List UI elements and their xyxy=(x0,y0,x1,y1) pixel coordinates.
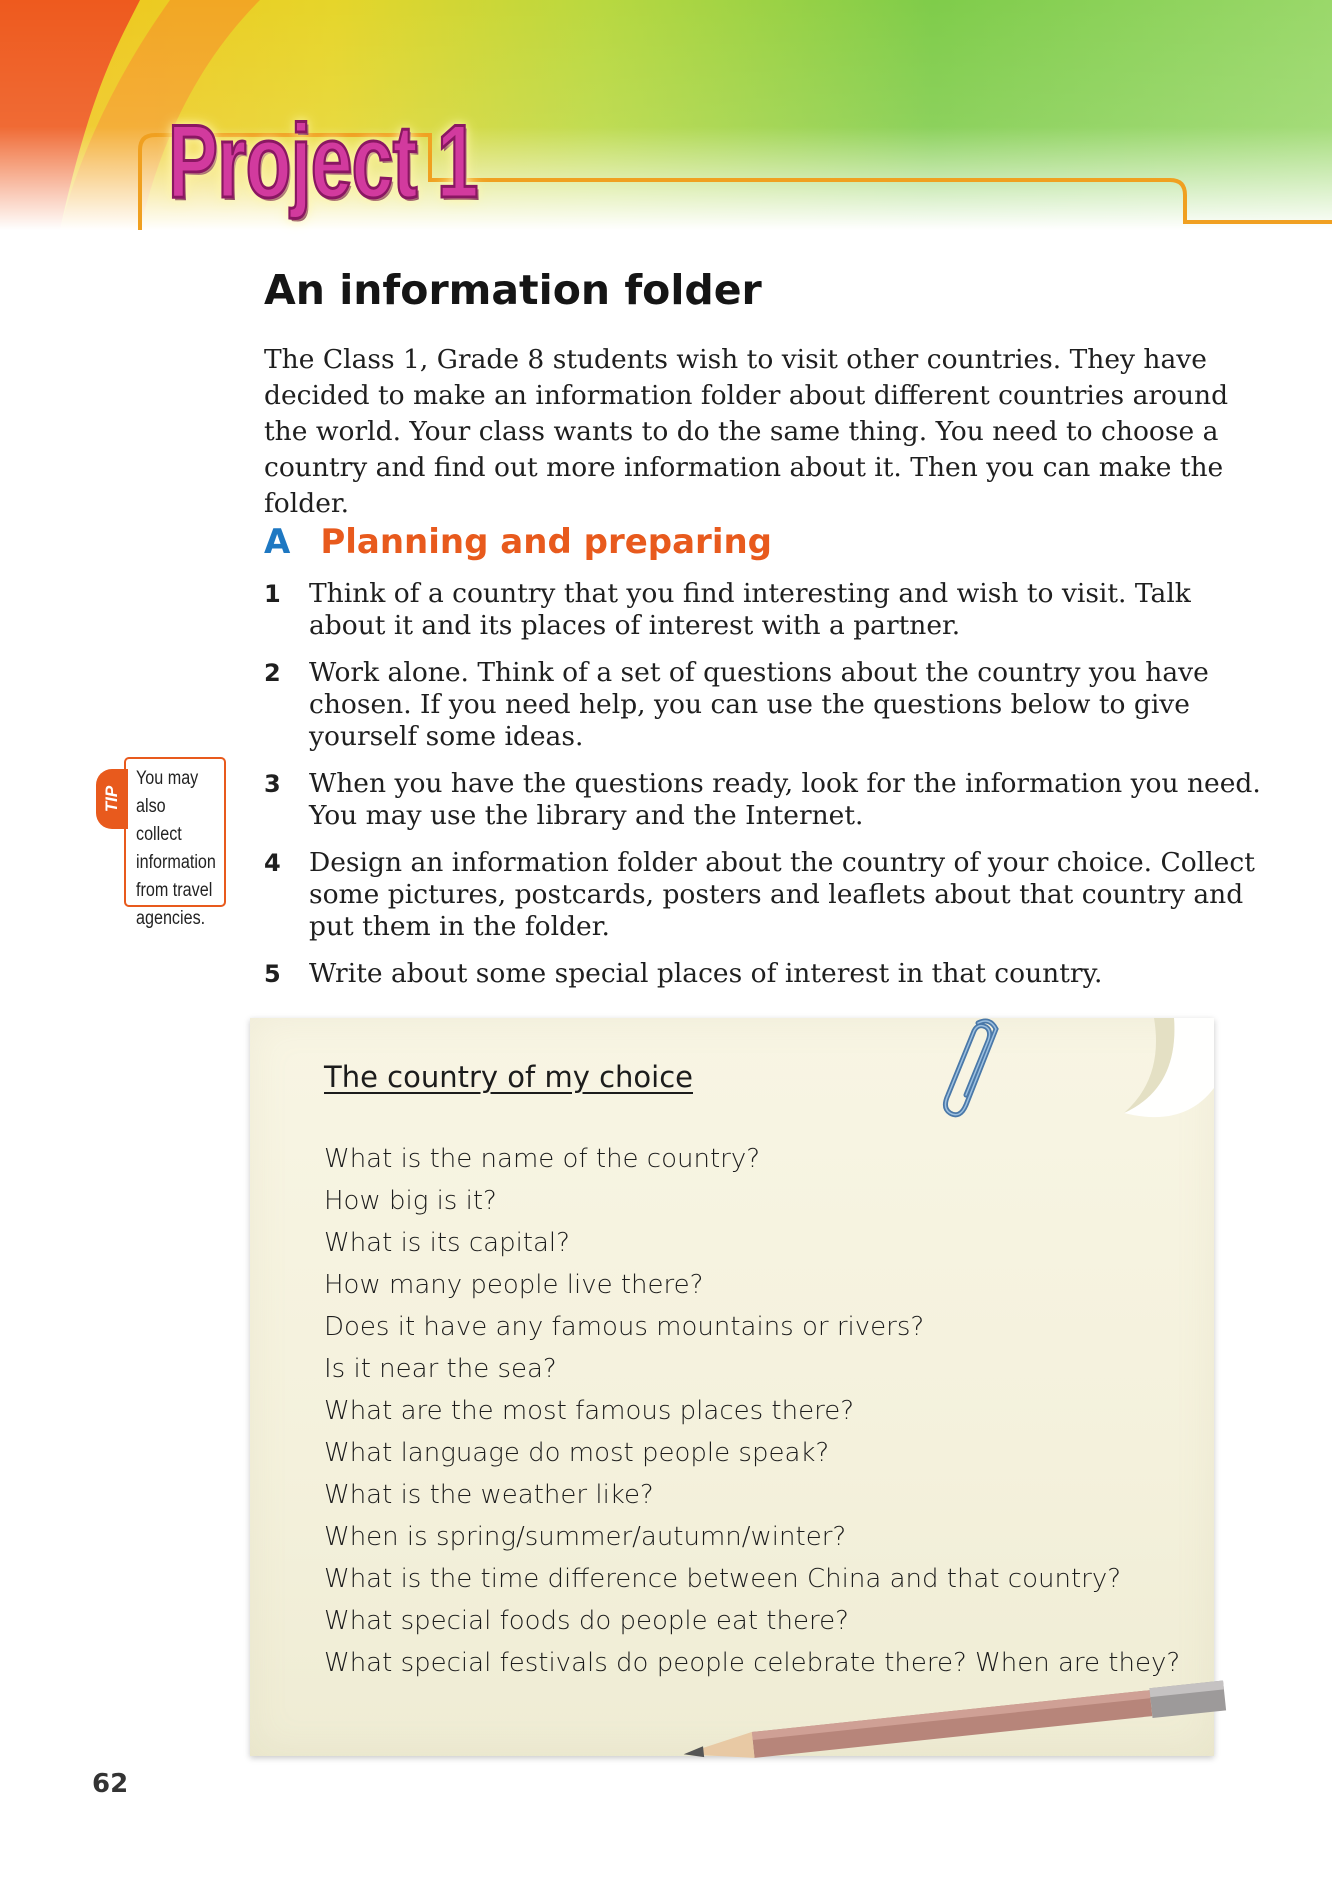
section-letter: A xyxy=(264,522,291,562)
question-item: What language do most people speak? xyxy=(324,1438,830,1468)
question-item: How many people live there? xyxy=(324,1270,704,1300)
step-item xyxy=(264,847,1264,943)
step-text: Work alone. Think of a set of questions about the country you have chosen. If you need help, you can use the questions below to give yourself some ideas. xyxy=(309,657,1209,752)
page-title: An information folder xyxy=(264,266,762,314)
step-text: Design an information folder about the country of your choice. Collect some pictures, postcards, posters and leaflets about that country and put them in the folder. xyxy=(309,847,1255,942)
pencil-icon xyxy=(672,1668,1252,1778)
intro-paragraph: The Class 1, Grade 8 students wish to visit other countries. They have decided to make an information folder about different countries around the world. Your class wants to do the same thing. You need to choose a country and find out more information about it. Then you can make the folder. xyxy=(264,344,1229,519)
question-item: How big is it? xyxy=(324,1186,497,1216)
question-item: What is the name of the country? xyxy=(324,1144,761,1174)
step-number: 5 xyxy=(264,960,281,988)
step-item xyxy=(264,768,1264,832)
step-item xyxy=(264,578,1264,642)
page-curl xyxy=(1084,1018,1214,1138)
step-number: 1 xyxy=(264,580,281,608)
steps-list xyxy=(264,578,1264,1005)
step-number: 3 xyxy=(264,770,281,798)
question-item: What is its capital? xyxy=(324,1228,570,1258)
step-item xyxy=(264,958,1264,990)
project-title: Project 1 xyxy=(168,104,478,220)
question-item: What is the time difference between China and that country? xyxy=(324,1564,1122,1594)
page-number: 62 xyxy=(92,1769,129,1799)
tip-text: You may also collect information from travel agencies. xyxy=(136,768,216,929)
question-list xyxy=(324,1138,1180,1684)
tip-badge xyxy=(96,769,128,829)
question-item: Is it near the sea? xyxy=(324,1354,557,1384)
step-text: When you have the questions ready, look for the information you need. You may use the library and the Internet. xyxy=(309,768,1261,831)
note-heading: The country of my choice xyxy=(324,1060,693,1094)
question-item: What special foods do people eat there? xyxy=(324,1606,849,1636)
step-text: Write about some special places of interest in that country. xyxy=(309,958,1103,989)
paperclip-icon xyxy=(940,1015,1010,1125)
question-item: What is the weather like? xyxy=(324,1480,654,1510)
section-heading xyxy=(264,522,772,562)
question-item: Does it have any famous mountains or rivers? xyxy=(324,1312,925,1342)
question-item: What are the most famous places there? xyxy=(324,1396,855,1426)
step-item xyxy=(264,657,1264,753)
question-item: When is spring/summer/autumn/winter? xyxy=(324,1522,847,1552)
tip-label: TIP xyxy=(102,785,121,813)
tip-box xyxy=(102,757,226,929)
question-note xyxy=(250,1018,1214,1756)
step-number: 4 xyxy=(264,849,281,877)
section-title: Planning and preparing xyxy=(320,522,773,562)
step-text: Think of a country that you find interesting and wish to visit. Talk about it and its places of interest with a partner. xyxy=(309,578,1191,641)
question-item: What special festivals do people celebrate there? When are they? xyxy=(324,1648,1181,1678)
step-number: 2 xyxy=(264,659,281,687)
